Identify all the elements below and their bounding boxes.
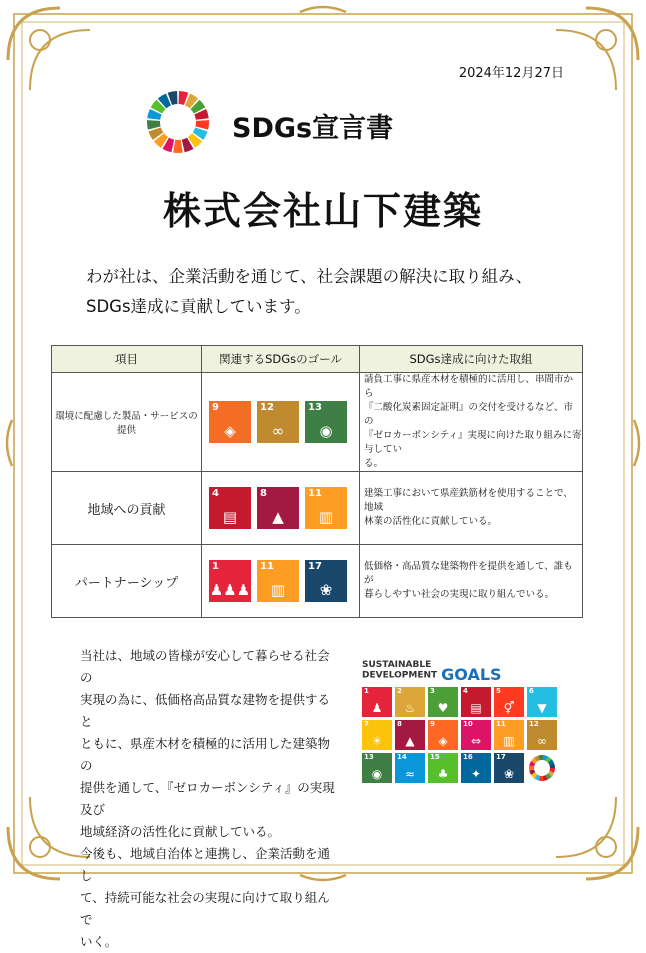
goal-number: 1: [364, 686, 369, 695]
goal-number: 13: [364, 752, 374, 761]
body-line: 提供を通して、『ゼロカーボンシティ』の実現及び: [80, 780, 335, 817]
growth-chart-icon: ▲: [272, 508, 284, 526]
sdg-goal-tile: [461, 687, 491, 717]
wheel-segment: [195, 120, 209, 130]
infinity-icon: ∞: [537, 733, 547, 748]
goals-grid: [362, 687, 570, 783]
sdg-goal-tile: [428, 753, 458, 783]
goal-number: 17: [308, 561, 322, 572]
goal-number: 8: [397, 719, 402, 728]
sdg-goal-tile: [209, 487, 251, 529]
description-line: る。: [364, 458, 384, 469]
industry-icon: ◈: [438, 733, 448, 748]
goal-number: 15: [430, 752, 440, 761]
row-item: 環境に配慮した製品・サービスの提供: [52, 373, 202, 472]
description-line: 請負工事に県産木材を積極的に活用し、串間市から: [364, 374, 574, 399]
row-goals: [202, 472, 360, 545]
sdg-goal-tile: [395, 753, 425, 783]
goal-number: 5: [496, 686, 501, 695]
wheel-segment: [173, 140, 183, 153]
wheel-segment: [147, 120, 161, 130]
city-icon: ▥: [318, 508, 334, 526]
goal-number: 9: [212, 402, 219, 413]
sdg-goal-tile: [494, 753, 524, 783]
row-goals: [202, 545, 360, 618]
city-icon: ▥: [270, 581, 286, 599]
description-line: 『ゼロカーボンシティ』実現に向けた取り組みに寄与してい: [364, 430, 582, 455]
body-line: いく。: [80, 934, 118, 949]
table-row: [52, 545, 583, 618]
goal-number: 3: [430, 686, 435, 695]
goal-number: 7: [364, 719, 369, 728]
book-icon: ▤: [222, 508, 238, 526]
growth-chart-icon: ▲: [405, 733, 415, 748]
goals-word: GOALS: [441, 665, 502, 684]
sdgs-goals-panel: [362, 660, 570, 783]
company-name: 株式会社山下建築: [162, 189, 483, 233]
goal-number: 11: [260, 561, 274, 572]
eye-icon: ◉: [319, 422, 333, 440]
declaration-text: [80, 645, 342, 953]
sdgs-wheel-logo: [146, 90, 210, 154]
partnership-icon: ❀: [503, 766, 515, 781]
goal-number: 2: [397, 686, 402, 695]
sdg-goal-tile: [209, 401, 251, 443]
description-line: 暮らしやすい社会の実現に取り組んでいる。: [364, 589, 555, 600]
goal-number: 11: [308, 488, 322, 499]
sdg-goal-tile: [362, 720, 392, 750]
infinity-icon: ∞: [271, 422, 285, 440]
description-line: 低価格・高品質な建築物件を提供を通して、誰もが: [364, 561, 573, 586]
body-line: 実現の為に、低価格高品質な建物を提供すると: [80, 692, 331, 729]
goal-number: 16: [463, 752, 473, 761]
goal-number: 4: [463, 686, 468, 695]
row-item: パートナーシップ: [52, 545, 202, 618]
goal-number: 12: [260, 402, 274, 413]
goal-number: 10: [463, 719, 473, 728]
sdg-goal-tile: [362, 687, 392, 717]
sdg-goal-tile: [428, 720, 458, 750]
intro-text: [86, 262, 532, 322]
body-line: ともに、県産木材を積極的に活用した建築物の: [80, 736, 331, 773]
goals-heading-line: SUSTAINABLE: [362, 660, 432, 670]
issue-date: 2024年12月27日: [458, 66, 564, 81]
body-line: て、持続可能な社会の実現に向けて取り組んで: [80, 890, 330, 927]
sdg-goal-tile: [494, 687, 524, 717]
sdg-goal-tile: [305, 401, 347, 443]
table-header-row: [52, 346, 583, 373]
goal-number: 8: [260, 488, 267, 499]
sdg-goal-tile: [527, 687, 557, 717]
sun-icon: ☀: [371, 733, 383, 748]
city-icon: ▥: [503, 733, 515, 748]
intro-line: SDGs達成に貢献しています。: [86, 297, 311, 316]
row-description: [360, 545, 583, 618]
description-line: 『二酸化炭素固定証明』の交付を受けるなど、市の: [364, 402, 574, 427]
sdg-goal-tile: [461, 753, 491, 783]
book-icon: ▤: [470, 700, 482, 715]
partnership-icon: ❀: [319, 581, 333, 599]
header-item: 項目: [52, 346, 202, 373]
goal-number: 4: [212, 488, 219, 499]
sdgs-table: [51, 345, 583, 618]
sdg-goal-tile: [527, 720, 557, 750]
sdg-goal-tile: [494, 720, 524, 750]
fish-icon: ≈: [404, 766, 416, 781]
sdg-goal-tile: [395, 687, 425, 717]
sdg-goal-tile: [257, 401, 299, 443]
body-line: 今後も、地域自治体と連携し、企業活動を通し: [80, 846, 331, 883]
people-icon: ♟♟♟: [209, 581, 251, 599]
sdg-goal-tile: [461, 720, 491, 750]
table-row: [52, 373, 583, 472]
sdg-goal-tile: [362, 753, 392, 783]
goal-number: 9: [430, 719, 435, 728]
row-description: [360, 472, 583, 545]
sdgs-wheel-small-icon: [527, 753, 557, 783]
equality-icon: ⇔: [470, 733, 482, 748]
goal-number: 13: [308, 402, 322, 413]
goals-heading-word: DEVELOPMENT: [362, 670, 438, 681]
sdg-goal-tile: [305, 560, 347, 602]
sdg-goal-tile: [395, 720, 425, 750]
water-icon: ▼: [537, 700, 547, 715]
gender-icon: ⚥: [503, 700, 515, 715]
dove-icon: ✦: [470, 766, 482, 781]
page-title: SDGs宣言書: [232, 113, 394, 144]
goal-number: 6: [529, 686, 534, 695]
row-item: 地域への貢献: [52, 472, 202, 545]
row-description: [360, 373, 583, 472]
goal-number: 17: [496, 752, 506, 761]
intro-line: わが社は、企業活動を通じて、社会課題の解決に取り組み、: [86, 267, 533, 286]
header-goals: 関連するSDGsのゴール: [202, 346, 360, 373]
header-actions: SDGs達成に向けた取組: [360, 346, 583, 373]
sdg-goal-tile: [257, 487, 299, 529]
goal-number: 11: [496, 719, 506, 728]
bowl-icon: ♨: [404, 700, 416, 715]
body-line: 地域経済の活性化に貢献している。: [80, 824, 281, 839]
body-line: 当社は、地域の皆様が安心して暮らせる社会の: [80, 648, 330, 685]
goal-number: 14: [397, 752, 407, 761]
table-row: [52, 472, 583, 545]
description-line: 林業の活性化に貢献している。: [364, 516, 498, 527]
sdg-goal-tile: [257, 560, 299, 602]
goal-number: 12: [529, 719, 539, 728]
tree-icon: ♣: [437, 766, 449, 781]
sdg-goal-tile: [305, 487, 347, 529]
industry-icon: ◈: [224, 422, 236, 440]
heartbeat-icon: ♥: [437, 700, 449, 715]
sdg-goal-tile: [209, 560, 251, 602]
description-line: 建築工事において県産鉄筋材を使用することで、地域: [364, 488, 573, 513]
goals-heading: [362, 660, 570, 684]
goal-number: 1: [212, 561, 219, 572]
people-icon: ♟: [371, 700, 383, 715]
row-goals: [202, 373, 360, 472]
sdg-goal-tile: [428, 687, 458, 717]
eye-icon: ◉: [371, 766, 383, 781]
